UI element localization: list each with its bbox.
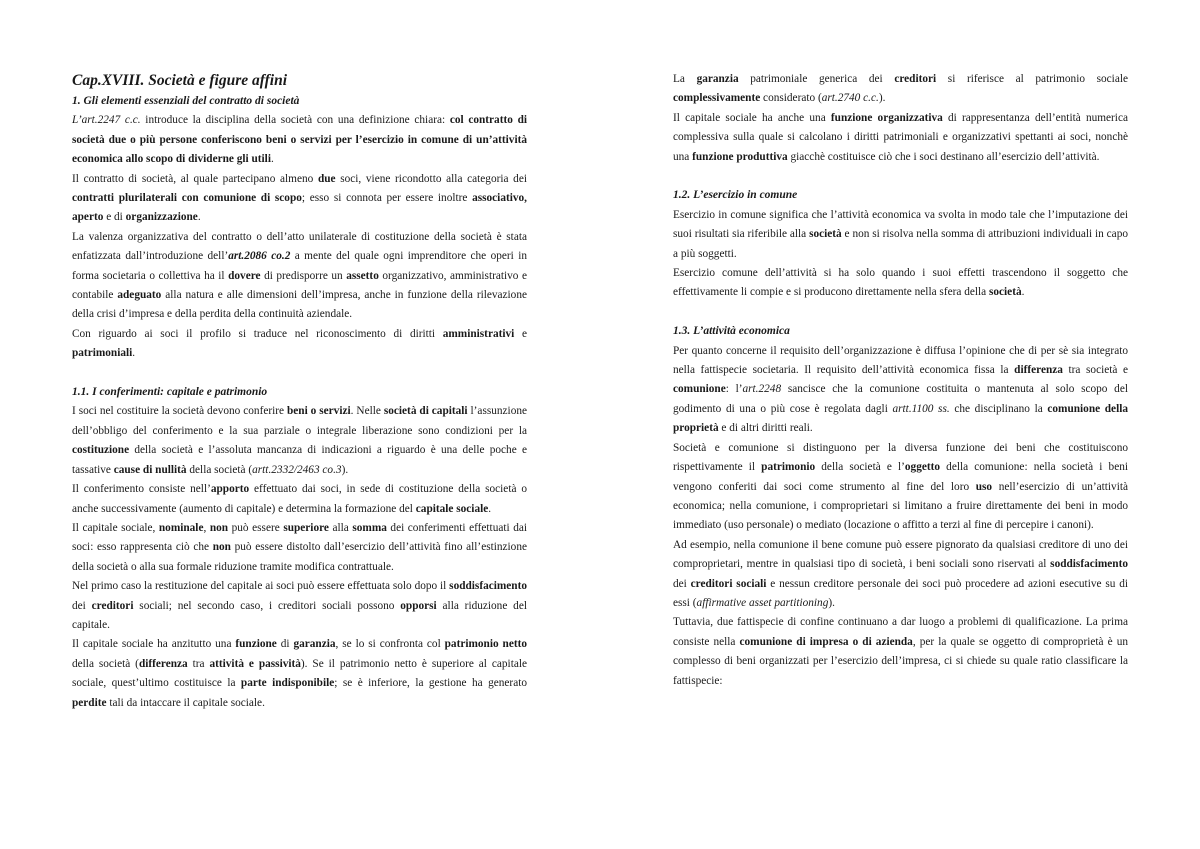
emphasis-run: artt.2332/2463 co.3 bbox=[252, 463, 342, 476]
text-run: , per la quale se oggetto di comproprietà è un complesso di beni organizzati per l’esercizio dell’impresa, ci si chiede su quale ratio classificare la fattispecie: bbox=[673, 635, 1128, 687]
emphasis-run: patrimoniali bbox=[72, 347, 133, 360]
text-run: ). Se il patrimonio netto è superiore al capitale sociale, quest’ultimo costituisce la bbox=[72, 657, 527, 690]
paragraph bbox=[673, 264, 1128, 303]
text-run: l’assunzione dell’obbligo del conferimento e la sua parziale o integrale liberazione sono condizioni per la bbox=[72, 405, 528, 437]
text-run: Ad esempio, nella comunione il bene comune può essere pignorato da qualsiasi creditore di uno dei comproprietari, mentre in qualsiasi tipo di società, i beni sociali sono riservati al bbox=[673, 538, 1128, 571]
text-run: della società e l’assoluta mancanza di indicazioni a riguardo è una delle poche e tassative bbox=[72, 444, 527, 476]
emphasis-run: differenza bbox=[1014, 364, 1063, 377]
section-heading-1-2: 1.2. L’esercizio in comune bbox=[673, 189, 798, 202]
text-run: e di altri diritti reali. bbox=[718, 422, 813, 435]
text-run: . bbox=[1021, 286, 1025, 299]
text-run: della società ( bbox=[72, 657, 139, 670]
section-heading-1-3: 1.3. L’attività economica bbox=[673, 325, 790, 338]
paragraph bbox=[673, 109, 1128, 167]
emphasis-run: associativo, aperto bbox=[72, 192, 527, 224]
paragraph bbox=[72, 402, 527, 480]
emphasis-run: società bbox=[809, 228, 842, 241]
emphasis-run: funzione bbox=[235, 638, 277, 651]
text-run: . Nelle bbox=[350, 405, 384, 418]
text-run: Per quanto concerne il requisito dell’organizzazione è diffusa l’opinione che di per sè sia integrato nella fattispecie societaria. Il requisito dell’attività economica fissa la bbox=[673, 344, 1128, 377]
emphasis-run: soddisfacimento bbox=[449, 580, 527, 593]
spacer bbox=[72, 364, 527, 383]
section-heading-1: 1. Gli elementi essenziali del contratto di società bbox=[72, 95, 300, 107]
paragraph bbox=[72, 325, 527, 364]
emphasis-run: attività e passività bbox=[209, 657, 301, 670]
text-run: tra bbox=[187, 657, 210, 670]
text-run: della comunione: nella società i beni vengono conferiti dai soci come strumento al fine del loro bbox=[673, 461, 1128, 493]
text-run: Il capitale sociale ha anche una bbox=[673, 111, 831, 124]
emphasis-run: comunione della proprietà bbox=[673, 402, 1128, 435]
left-page bbox=[72, 70, 527, 713]
text-run: Il conferimento consiste nell’ bbox=[72, 483, 211, 496]
paragraph bbox=[72, 170, 527, 228]
text-run: a mente del quale ogni imprenditore che operi in forma societaria o collettiva ha il bbox=[72, 250, 527, 282]
section-heading-1-1: 1.1. I conferimenti: capitale e patrimonio bbox=[72, 386, 268, 399]
text-run: giacchè costituisce ciò che i soci destinano all’esercizio dell’attività. bbox=[787, 150, 1100, 163]
emphasis-run: garanzia bbox=[696, 73, 739, 85]
emphasis-run: complessivamente bbox=[673, 92, 761, 105]
text-run: alla natura e alle dimensioni dell’impresa, anche in funzione della rilevazione della crisi d’impresa e della perdita della continuità aziendale. bbox=[72, 289, 527, 321]
text-run: di rappresentanza dell’entità numerica complessiva sulla quale si calcolano i diritti patrimoniali e organizzativi spettanti ai soci, nonchè una bbox=[673, 111, 1128, 163]
emphasis-run: assetto bbox=[346, 269, 379, 282]
emphasis-run: costituzione bbox=[72, 444, 130, 457]
paragraph bbox=[72, 577, 527, 635]
paragraph bbox=[673, 439, 1128, 536]
emphasis-run: col contratto di società due o più persone conferiscono beni o servizi per l’esercizio in comune di un’attività economica allo scopo di dividerne gli utili bbox=[72, 114, 527, 166]
right-page bbox=[673, 70, 1128, 691]
emphasis-run: perdite bbox=[72, 696, 107, 709]
text-run: ). bbox=[828, 596, 835, 609]
emphasis-run: non bbox=[212, 541, 231, 554]
emphasis-run: società di capitali bbox=[383, 405, 468, 418]
spacer bbox=[673, 167, 1128, 186]
text-run: di predisporre un bbox=[260, 269, 347, 282]
emphasis-run: opporsi bbox=[400, 599, 437, 612]
paragraph bbox=[72, 635, 527, 713]
text-run: Il capitale sociale, bbox=[72, 521, 159, 534]
emphasis-run: non bbox=[209, 521, 229, 534]
text-run: Con riguardo ai soci il profilo si traduce nel riconoscimento di diritti bbox=[72, 327, 443, 340]
text-run: e nessun creditore personale dei soci può procedere ad azioni esecutive su di essi ( bbox=[673, 577, 1128, 609]
text-run: Esercizio in comune significa che l’attività economica va svolta in modo tale che l’imputazione dei suoi risultati sia riferibile alla bbox=[673, 208, 1128, 241]
text-run: considerato ( bbox=[760, 92, 822, 105]
text-run: Il capitale sociale ha anzitutto una bbox=[72, 638, 236, 651]
emphasis-run: società bbox=[988, 286, 1022, 299]
emphasis-run: somma bbox=[352, 521, 387, 534]
emphasis-run: superiore bbox=[283, 521, 329, 534]
text-run: tra società e bbox=[1062, 364, 1128, 377]
text-run: . bbox=[488, 502, 492, 515]
text-run: sancisce che la comunione costituita o mantenuta al solo scopo del godimento di una o più cose è regolata dagli bbox=[673, 383, 1128, 415]
emphasis-run: capitale sociale bbox=[415, 502, 489, 515]
emphasis-run: apporto bbox=[210, 483, 250, 496]
text-run: sociali; nel secondo caso, i creditori sociali possono bbox=[133, 599, 401, 612]
text-run: Tuttavia, due fattispecie di confine continuano a dar luogo a problemi di qualificazione. La prima consiste nella bbox=[673, 616, 1128, 648]
text-run: Nel primo caso la restituzione del capitale ai soci può essere effettuata solo dopo il bbox=[72, 580, 450, 593]
text-run: effettuato dai soci, in sede di costituzione della società o anche successivamente (aumento di capitale) e determina la formazione del bbox=[72, 483, 528, 515]
emphasis-run: organizzazione bbox=[125, 211, 198, 224]
text-run: della società e l’ bbox=[815, 461, 905, 474]
emphasis-run: uso bbox=[975, 480, 993, 493]
emphasis-run: contratti plurilaterali con comunione di scopo bbox=[72, 192, 302, 205]
emphasis-run: funzione organizzativa bbox=[830, 111, 943, 124]
emphasis-run: comunione bbox=[673, 383, 726, 396]
paragraph bbox=[673, 613, 1128, 691]
text-run: introduce la disciplina della società con una definizione chiara: bbox=[140, 114, 450, 127]
emphasis-run: creditori bbox=[894, 73, 937, 85]
paragraph bbox=[72, 519, 527, 577]
text-run: alla bbox=[328, 521, 353, 534]
spacer bbox=[673, 303, 1128, 322]
text-run: ). bbox=[341, 463, 349, 476]
emphasis-run: cause di nullità bbox=[113, 463, 187, 476]
text-run: . bbox=[270, 153, 274, 166]
paragraph bbox=[72, 111, 527, 169]
text-run: che disciplinano la bbox=[949, 402, 1048, 415]
chapter-title: Cap.XVIII. Società e figure affini bbox=[72, 72, 288, 89]
text-run: della società ( bbox=[186, 463, 253, 476]
text-run: dei bbox=[673, 577, 691, 590]
emphasis-run: art.2086 co.2 bbox=[228, 250, 291, 263]
emphasis-run: differenza bbox=[138, 657, 188, 670]
emphasis-run: artt.1100 ss. bbox=[892, 402, 950, 415]
text-run: può essere bbox=[228, 521, 284, 534]
emphasis-run: beni o servizi bbox=[286, 405, 351, 418]
text-run: I soci nel costituire la società devono conferire bbox=[72, 405, 287, 418]
emphasis-run: nominale bbox=[158, 521, 204, 534]
text-run: e non si risolva nella somma di attribuzioni individuali in capo a più soggetti. bbox=[673, 228, 1128, 260]
paragraph bbox=[673, 342, 1128, 439]
emphasis-run: funzione produttiva bbox=[692, 150, 788, 163]
text-run: La valenza organizzativa del contratto o dell’atto unilaterale di costituzione della società è stata enfatizzata dall’introduzione dell’ bbox=[72, 230, 527, 263]
text-run: soci, viene ricondotto alla categoria dei bbox=[335, 172, 527, 185]
text-run: Il contratto di società, al quale partecipano almeno bbox=[72, 172, 318, 185]
text-run: tali da intaccare il capitale sociale. bbox=[106, 696, 265, 709]
text-run: nell’esercizio di un’attività economica; nella comunione, i comproprietari si limitano a fruire direttamente dei beni in modo immediato (uso personale) o mediato (locazione o affitto a terzi al fine di percepire i canoni). bbox=[673, 480, 1128, 532]
text-run: dei conferimenti effettuati dai soci: esso rappresenta ciò che bbox=[72, 521, 527, 554]
text-run: organizzativo, amministrativo e contabile bbox=[72, 269, 527, 302]
emphasis-run: creditori sociali bbox=[690, 577, 767, 590]
text-run: : l’ bbox=[725, 383, 743, 396]
text-run: , bbox=[203, 521, 210, 534]
text-run: , se lo si confronta col bbox=[335, 638, 445, 651]
text-run: e di bbox=[103, 211, 126, 224]
paragraph bbox=[72, 480, 527, 519]
text-run: Società e comunione si distinguono per la diversa funzione dei beni che costituiscono rispettivamente il bbox=[673, 441, 1128, 474]
text-run: di bbox=[276, 638, 294, 651]
text-run: può essere distolto dall’esercizio dell’attività fino all’estinzione della società o alla sua formale riduzione tramite modifica contrattuale. bbox=[72, 541, 527, 573]
emphasis-run: dovere bbox=[228, 269, 261, 282]
text-run: La bbox=[673, 73, 697, 85]
paragraph bbox=[673, 70, 1128, 109]
emphasis-run: patrimonio netto bbox=[444, 638, 527, 651]
emphasis-run: affirmative asset partitioning bbox=[696, 596, 829, 609]
text-run: patrimoniale generica dei bbox=[738, 73, 895, 85]
emphasis-run: soddisfacimento bbox=[1050, 558, 1128, 571]
text-run: . bbox=[197, 211, 201, 224]
emphasis-run: art.2740 c.c. bbox=[821, 92, 879, 105]
text-run: ; esso si connota per essere inoltre bbox=[301, 192, 473, 205]
emphasis-run: patrimonio bbox=[761, 461, 816, 474]
text-run: e bbox=[514, 327, 527, 340]
emphasis-run: garanzia bbox=[293, 638, 336, 651]
emphasis-run: creditori bbox=[91, 599, 134, 612]
text-run: ; se è inferiore, la gestione ha generato bbox=[334, 677, 527, 690]
text-run: Esercizio comune dell’attività si ha solo quando i suoi effetti trascendono il soggetto che effettivamente li compie e si producono direttamente nella sfera della bbox=[673, 267, 1128, 299]
paragraph bbox=[673, 536, 1128, 614]
emphasis-run: adeguato bbox=[117, 289, 162, 302]
text-run: . bbox=[132, 347, 136, 360]
emphasis-run: amministrativi bbox=[442, 327, 515, 340]
paragraph bbox=[72, 228, 527, 325]
text-run: ). bbox=[878, 92, 886, 105]
emphasis-run: parte indisponibile bbox=[240, 677, 335, 690]
emphasis-run: comunione di impresa o di azienda bbox=[739, 635, 913, 648]
paragraph bbox=[673, 206, 1128, 264]
emphasis-run: L’art.2247 c.c. bbox=[72, 114, 141, 127]
text-run: si riferisce al patrimonio sociale bbox=[936, 73, 1128, 85]
emphasis-run: art.2248 bbox=[742, 383, 782, 396]
text-run: dei bbox=[72, 599, 92, 612]
text-run: alla riduzione del capitale. bbox=[72, 599, 527, 631]
emphasis-run: oggetto bbox=[904, 461, 941, 474]
emphasis-run: due bbox=[317, 172, 336, 185]
